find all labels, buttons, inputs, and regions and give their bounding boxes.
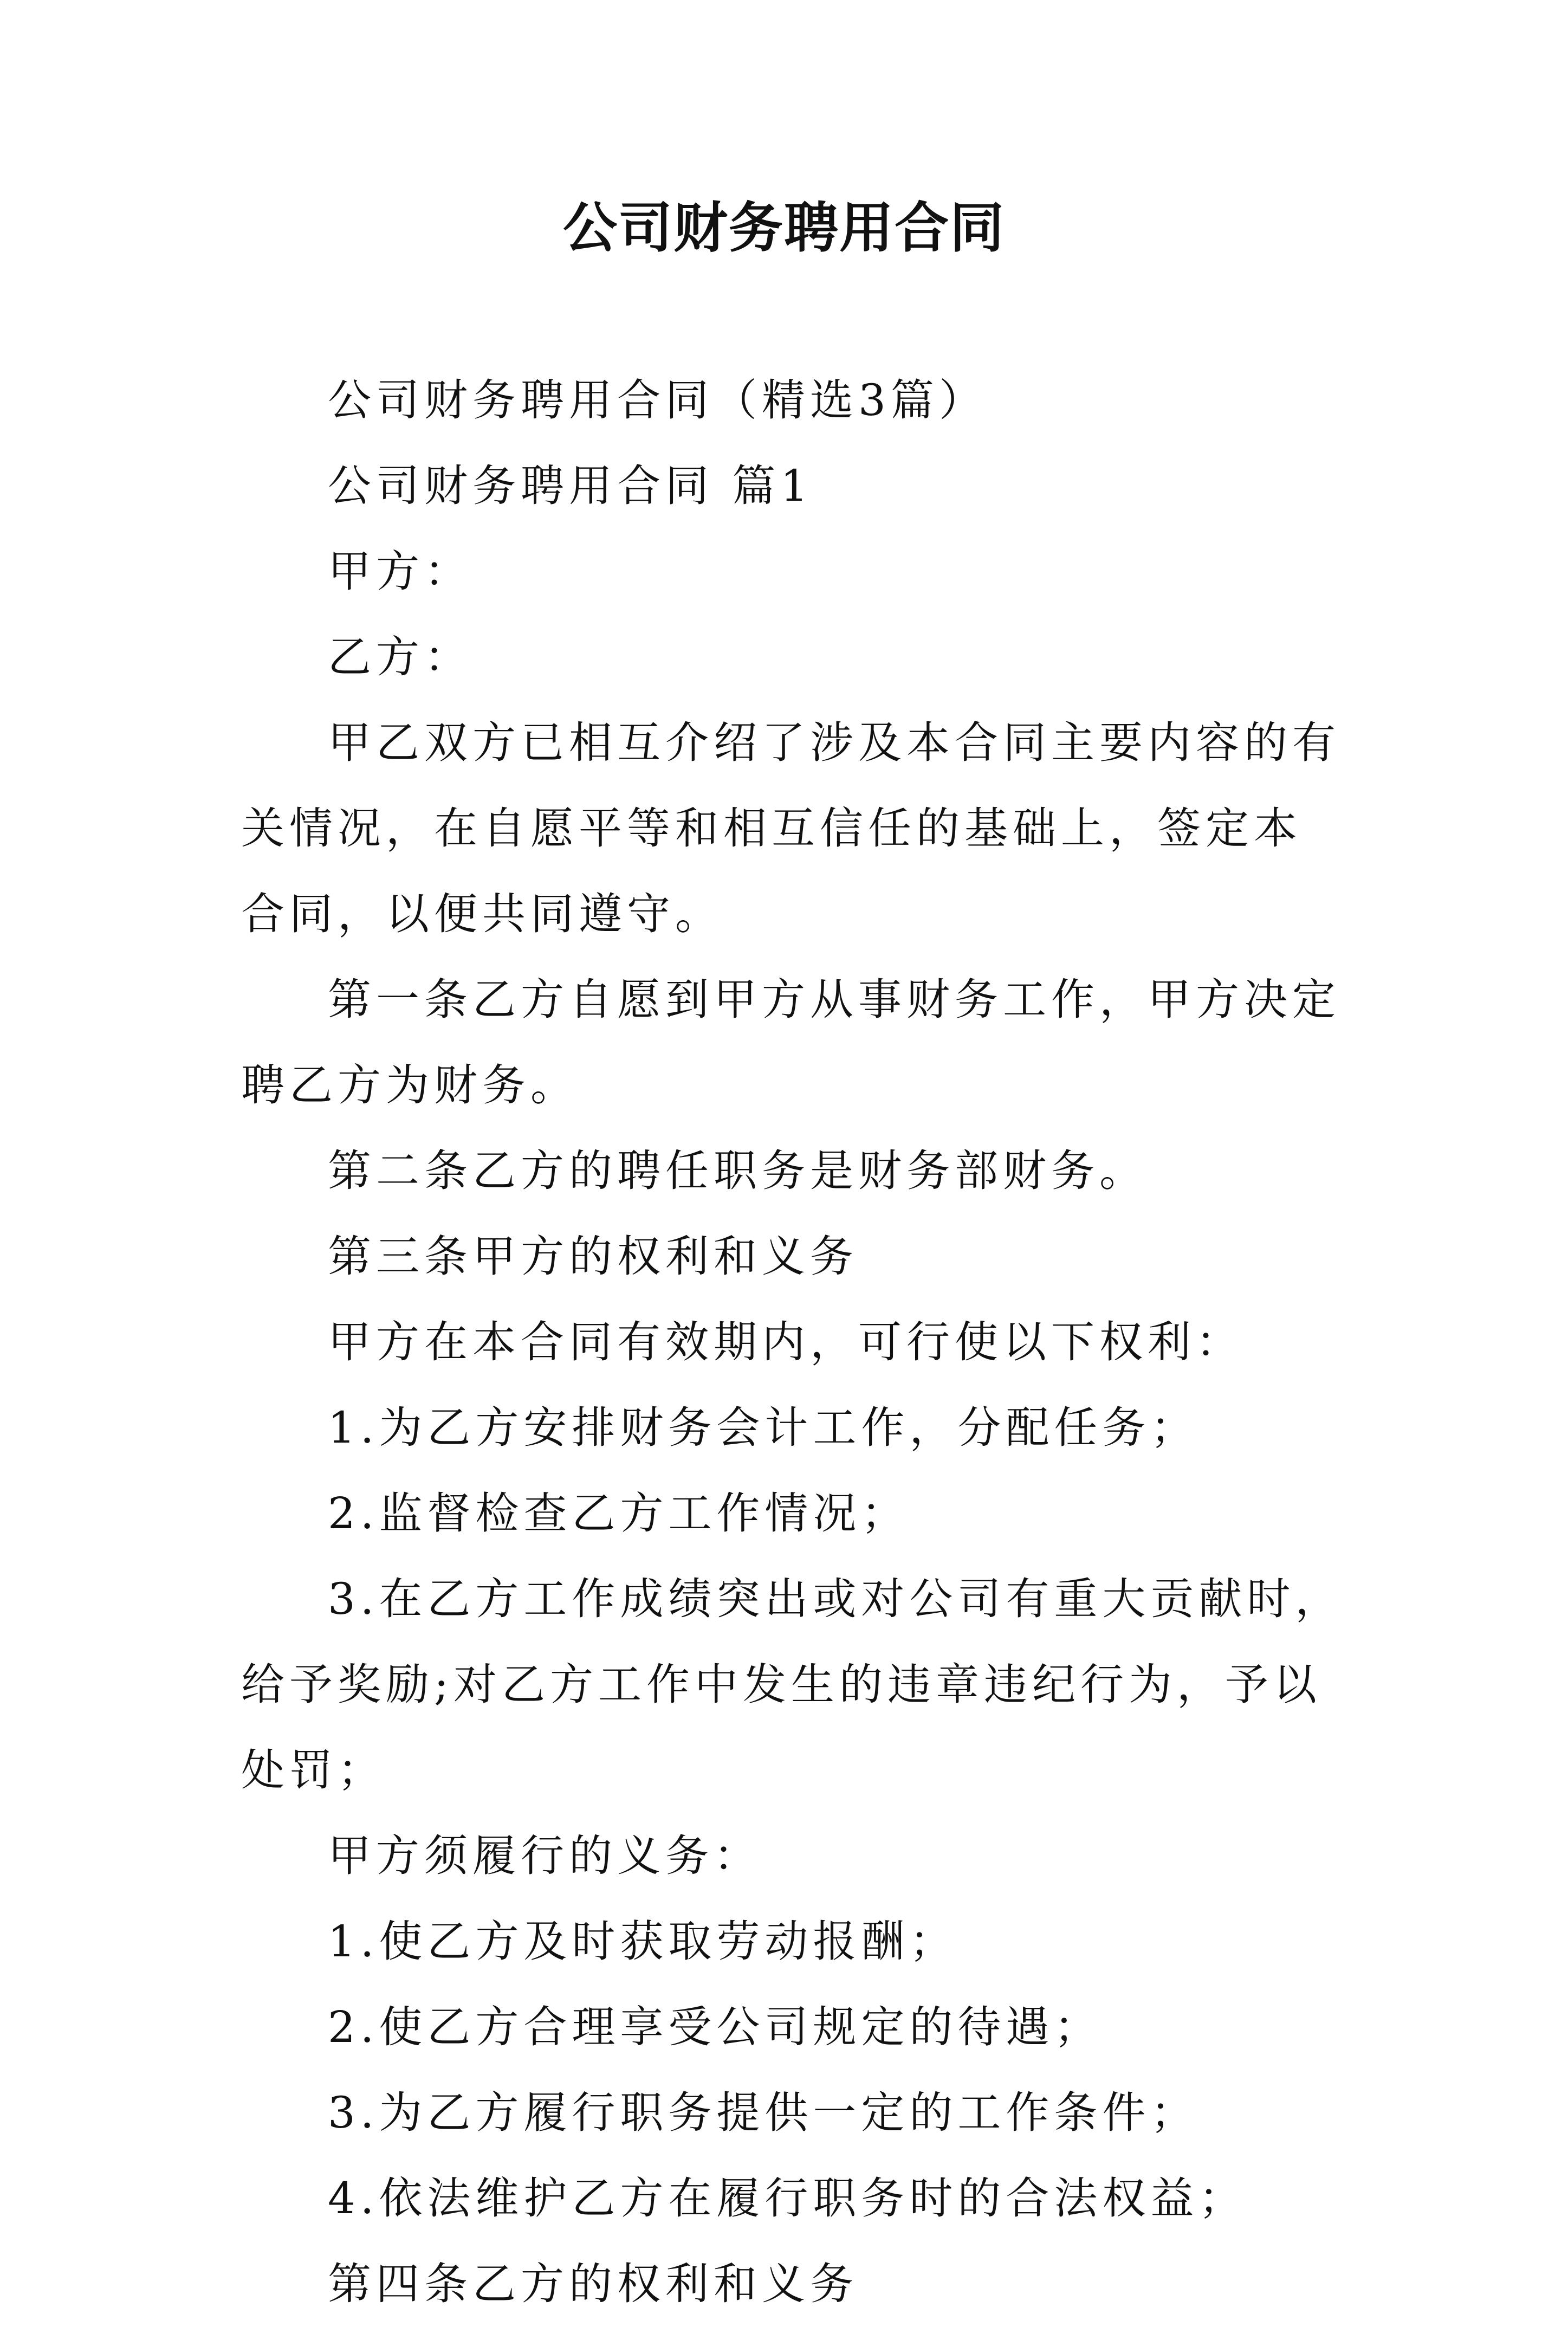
paragraph-article-4-heading: 第四条乙方的权利和义务	[328, 2259, 858, 2309]
paragraph-article-3-heading: 第三条甲方的权利和义务	[328, 1231, 858, 1282]
paragraph-duty-4: 4.依法维护乙方在履行职务时的合法权益；	[328, 2173, 1247, 2223]
paragraph-right-3: 3.在乙方工作成绩突出或对公司有重大贡献时，给予奖励;对乙方工作中发生的违章违纪行为，予以处罚；	[241, 1574, 1344, 1795]
document-title: 公司财务聘用合同	[563, 196, 1005, 260]
paragraph-right-2: 2.监督检查乙方工作情况；	[328, 1488, 910, 1539]
paragraph-duty-2: 2.使乙方合理享受公司规定的待遇；	[328, 2002, 1103, 2052]
paragraph-party-a: 甲方：	[328, 546, 472, 597]
paragraph-right-1: 1.为乙方安排财务会计工作，分配任务；	[328, 1402, 1199, 1453]
paragraph-section-heading: 公司财务聘用合同 篇1	[328, 461, 813, 511]
document-body	[241, 358, 1346, 2327]
paragraph-party-b: 乙方：	[328, 632, 472, 682]
paragraph-party-a-duties-intro: 甲方须履行的义务：	[328, 1831, 762, 1881]
paragraph-subtitle: 公司财务聘用合同（精选3篇）	[328, 375, 987, 425]
paragraph-duty-3: 3.为乙方履行职务提供一定的工作条件；	[328, 2087, 1199, 2138]
paragraph-article-2: 第二条乙方的聘任职务是财务部财务。	[328, 1146, 1148, 1196]
paragraph-duty-1: 1.使乙方及时获取劳动报酬；	[328, 1916, 958, 1967]
paragraph-preamble: 甲乙双方已相互介绍了涉及本合同主要内容的有关情况，在自愿平等和相互信任的基础上，签定本合同，以便共同遵守。	[241, 718, 1340, 939]
paragraph-article-1: 第一条乙方自愿到甲方从事财务工作，甲方决定聘乙方为财务。	[241, 974, 1340, 1110]
paragraph-party-a-rights-intro: 甲方在本合同有效期内，可行使以下权利：	[328, 1317, 1244, 1367]
